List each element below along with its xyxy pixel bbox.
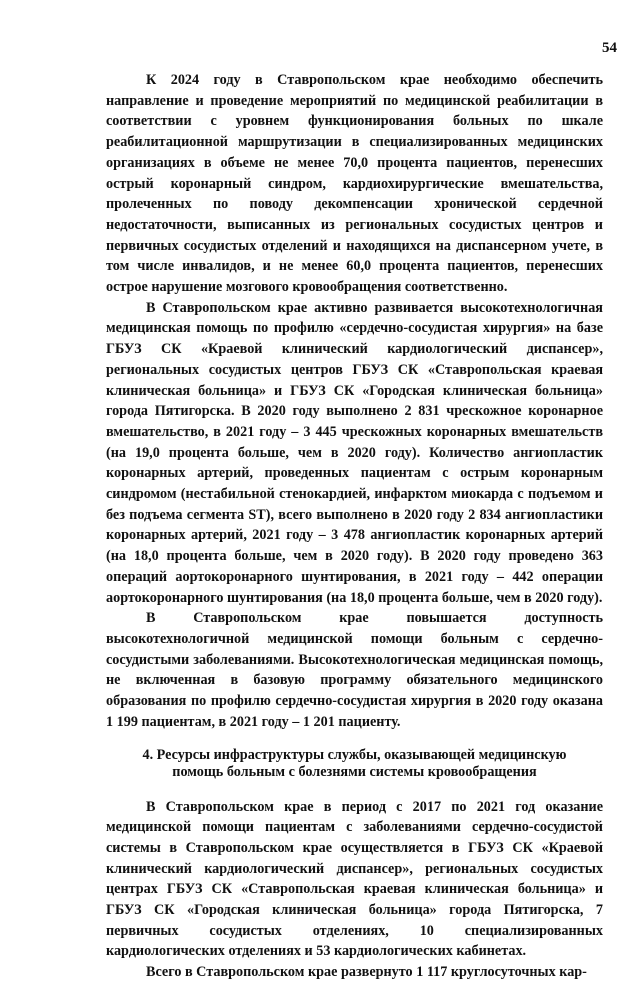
paragraph-rehabilitation: К 2024 году в Ставропольском крае необходимо обеспечить направление и проведение мероприятий по медицинской реабилитации в соответствии с уровнем функционирования больных по шкале реабилитационной маршрутизации в специализированных медицинских организациях в объеме не менее 70,0 процента пациентов, перенесших острый коронарный синдром, кардиохирургические вмешательства, пролеченных по поводу декомпенсации хронической сердечной недостаточности, выписанных из региональных сосудистых центров и первичных сосудистых отделений и находящихся на диспансерном учете, в том числе инвалидов, и не менее 60,0 процента пациентов, перенесших острое нарушение мозгового кровообращения соответственно. bbox=[106, 72, 603, 296]
section-heading-line-2: помощь больным с болезнями системы кровообращения bbox=[172, 763, 537, 780]
paragraph-beds: Всего в Ставропольском крае развернуто 1 117 круглосуточных кар- bbox=[146, 964, 587, 981]
page-number: 54 bbox=[602, 40, 617, 56]
paragraph-high-tech-care: В Ставропольском крае активно развивается высокотехнологичная медицинская помощь по профилю «сердечно-сосудистая хирургия» на базе ГБУЗ СК «Краевой клинический кардиологический диспансер», региональных сосудистых центров ГБУЗ СК «Ставропольская краевая клиническая больница» и ГБУЗ СК «Городская клиническая больница» города Пятигорска. В 2020 году выполнено 2 831 чрескожное коронарное вмешательство, в 2021 году – 3 445 чрескожных коронарных вмешательств (на 19,0 процента больше, чем в 2020 году). Количество ангиопластик коронарных артерий, проведенных пациентам с острым коронарным синдромом (нестабильной стенокардией, инфарктом миокарда с подъемом и без подъема сегмента ST), всего выполнено в 2020 году 2 834 ангиопластики коронарных артерий, 2021 году – 3 478 ангиопластик коронарных артерий (на 18,0 процента больше, чем в 2020 году). В 2020 году проведено 363 операций аортокоронарного шунтирования, в 2021 году – 442 операции аортокоронарного шунтирования (на 18,0 процента больше, чем в 2020 году). bbox=[106, 299, 603, 606]
paragraph-infrastructure: В Ставропольском крае в период с 2017 по 2021 год оказание медицинской помощи пациентам с заболеваниями сердечно-сосудистой системы в Ставропольском крае осуществляется в ГБУЗ СК «Краевой клинический кардиологический диспансер», региональных сосудистых центрах ГБУЗ СК «Ставропольская краевая клиническая больница» и ГБУЗ СК «Городская клиническая больница» города Пятигорска, 7 первичных сосудистых отделениях, 10 специализированных кардиологических отделениях и 53 кардиологических кабинетах. bbox=[106, 798, 603, 960]
section-heading bbox=[106, 747, 603, 781]
page-content bbox=[106, 70, 603, 983]
paragraph-accessibility: В Ставропольском крае повышается доступность высокотехнологичной медицинской помощи больным с сердечно-сосудистыми заболеваниями. Высокотехнологическая медицинская помощь, не включенная в базовую программу обязательного медицинского образования по профилю сердечно-сосудистая хирургия в 2020 году оказана 1 199 пациентам, в 2021 году – 1 201 пациенту. bbox=[106, 610, 603, 730]
section-heading-line-1: 4. Ресурсы инфраструктуры службы, оказывающей медицинскую bbox=[142, 746, 567, 763]
